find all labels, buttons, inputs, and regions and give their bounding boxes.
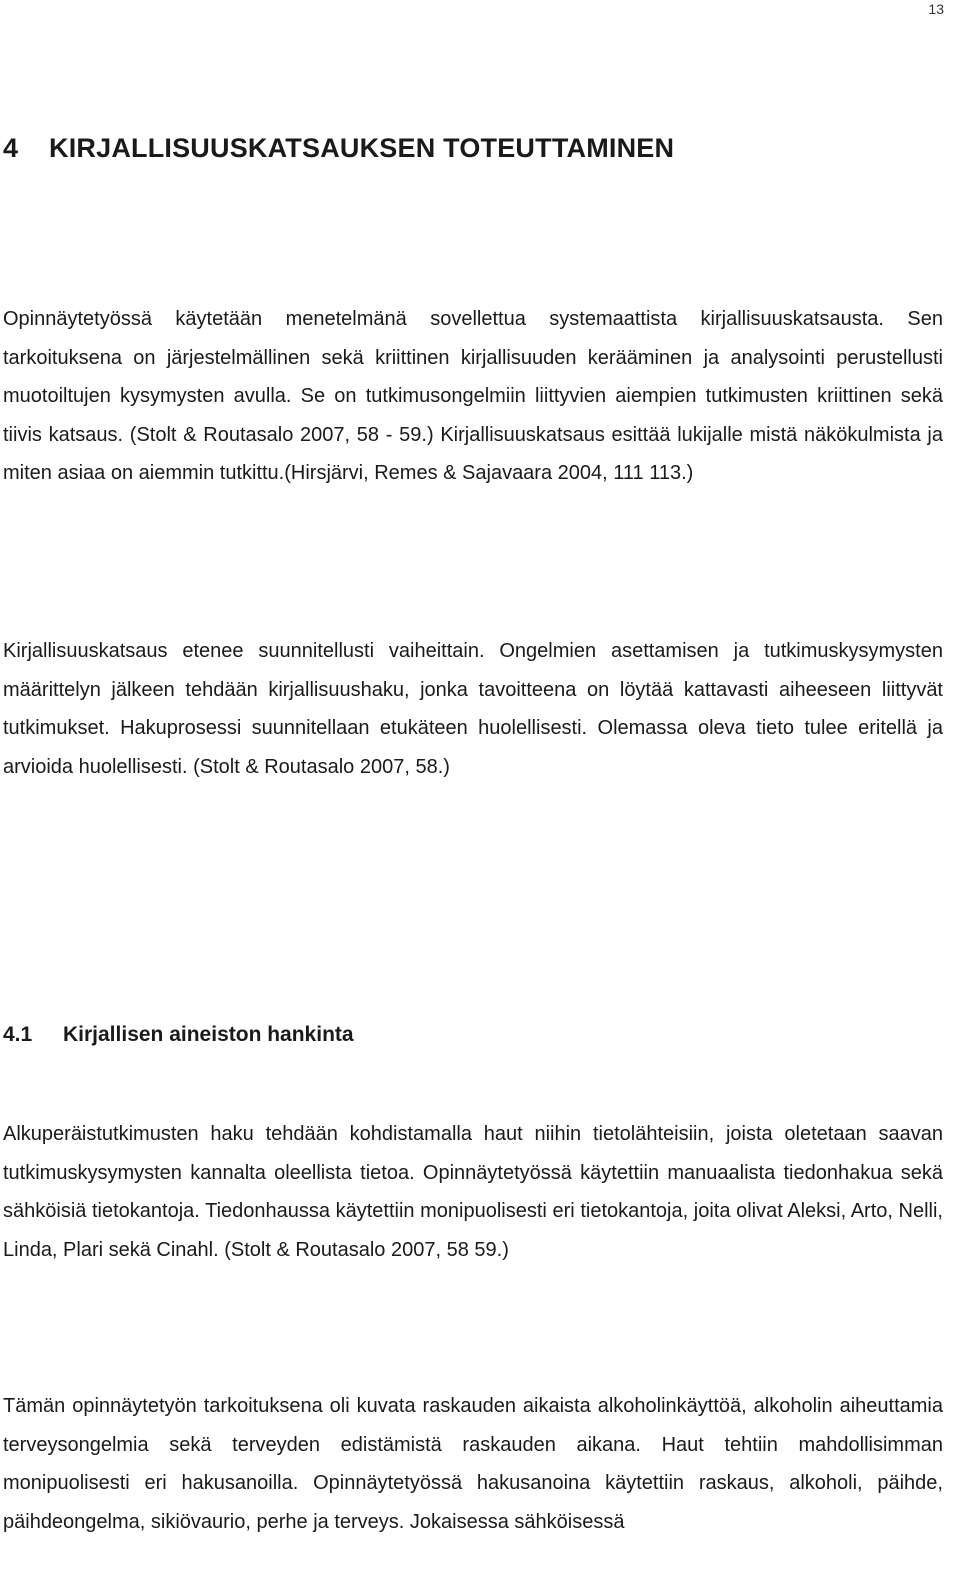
body-paragraph: Kirjallisuuskatsaus etenee suunnitellusti vaiheittain. Ongelmien asettamisen ja tutkimuskysymysten määrittelyn jälkeen tehdään kirjallisuushaku, jonka tavoitteena on löytää kattavasti aiheeseen liittyvät tutkimukset. Hakuprosessi suunnitellaan etukäteen huolellisesti. Olemassa oleva tieto tulee eritellä ja arvioida huolellisesti. (Stolt & Routasalo 2007, 58.) <box>3 640 943 778</box>
section-title: KIRJALLISUUSKATSAUKSEN TOTEUTTAMINEN <box>49 133 675 163</box>
body-paragraph: Tämän opinnäytetyön tarkoituksena oli kuvata raskauden aikaista alkoholinkäyttöä, alkoholin aiheuttamia terveysongelmia sekä terveyden edistämistä raskauden aikana. Haut tehtiin mahdollisimman monipuolisesti eri hakusanoilla. Opinnäytetyössä hakusanoina käytettiin raskaus, alkoholi, päihde, päihdeongelma, sikiövaurio, perhe ja terveys. Jokaisessa sähköisessä <box>3 1395 943 1533</box>
subsection-number: 4.1 <box>3 1023 33 1046</box>
section-number: 4 <box>3 133 19 163</box>
subsection-heading <box>3 1020 354 1050</box>
body-paragraph: Alkuperäistutkimusten haku tehdään kohdistamalla haut niihin tietolähteisiin, joista oletetaan saavan tutkimuskysymysten kannalta oleellista tietoa. Opinnäytetyössä käytettiin manuaalista tiedonhakua sekä sähköisiä tietokantoja. Tiedonhaussa käytettiin monipuolisesti eri tietokantoja, joita olivat Aleksi, Arto, Nelli, Linda, Plari sekä Cinahl. (Stolt & Routasalo 2007, 58 59.) <box>3 1123 943 1261</box>
section-heading <box>3 130 674 166</box>
subsection-title: Kirjallisen aineiston hankinta <box>63 1023 354 1046</box>
body-paragraph: Opinnäytetyössä käytetään menetelmänä sovellettua systemaattista kirjallisuuskatsausta. Sen tarkoituksena on järjestelmällinen sekä kriittinen kirjallisuuden kerääminen ja analysointi perustellusti muotoiltujen kysymysten avulla. Se on tutkimusongelmiin liittyvien aiempien tutkimusten kriittinen sekä tiivis katsaus. (Stolt & Routasalo 2007, 58 - 59.) Kirjallisuuskatsaus esittää lukijalle mistä näkökulmista ja miten asiaa on aiemmin tutkittu.(Hirsjärvi, Remes & Sajavaara 2004, 111 113.) <box>3 308 943 485</box>
page-number: 13 <box>928 1 944 17</box>
